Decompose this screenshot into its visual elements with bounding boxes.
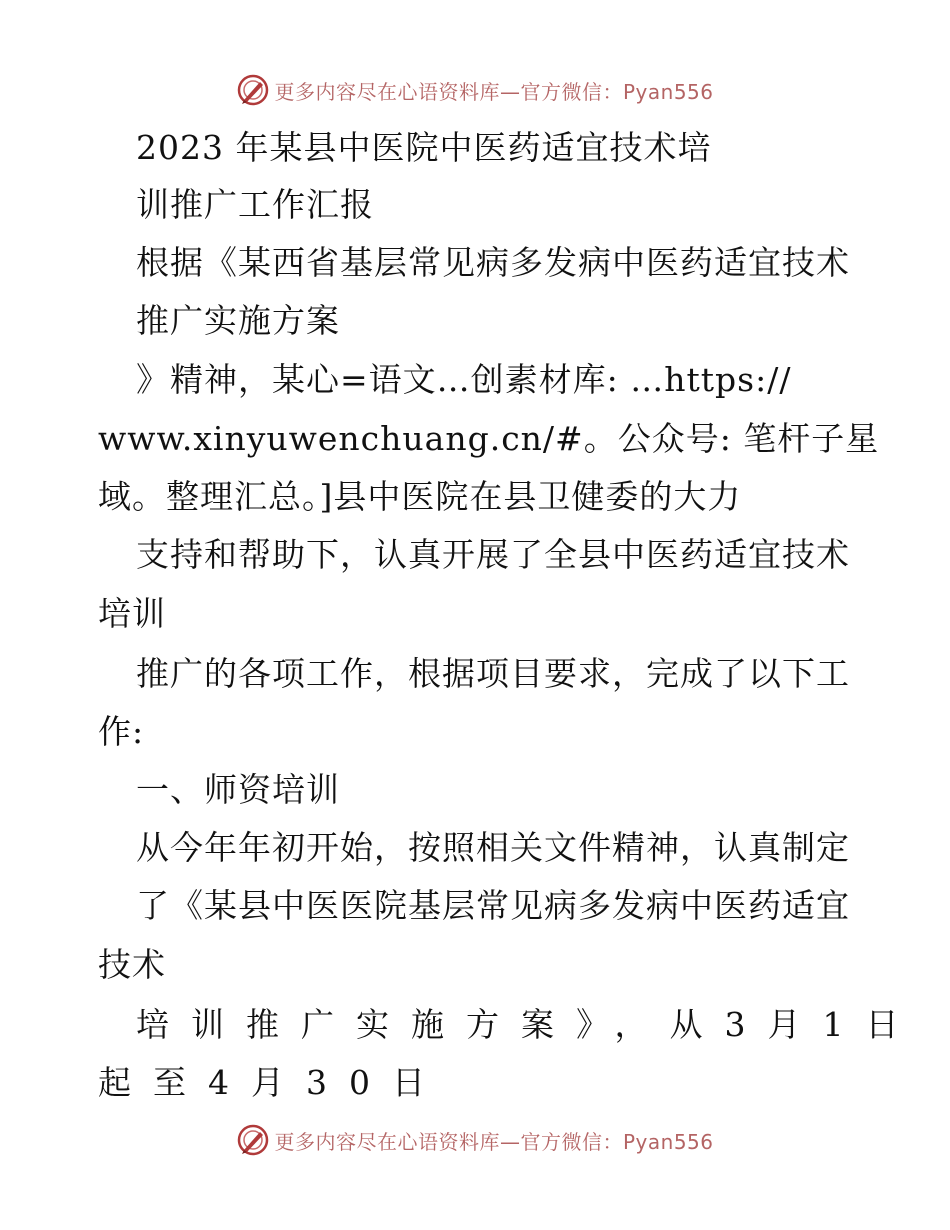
watermark-wechat-id: Pyan556 (622, 79, 714, 104)
footer-watermark (0, 1122, 950, 1158)
doc-line-7: 域。整理汇总。]县中医院在县卫健委的大力 (98, 477, 742, 516)
watermark-text: 更多内容尽在心语资料库—官方微信： (274, 79, 623, 104)
watermark-wechat-id: Pyan556 (622, 1129, 714, 1154)
doc-line-15: 技术 (98, 945, 166, 984)
doc-line-8: 支持和帮助下，认真开展了全县中医药适宜技术 (136, 535, 850, 574)
doc-line-3: 根据《某西省基层常见病多发病中医药适宜技术 (136, 243, 850, 282)
doc-line-16: 培训推广实施方案》，从3月1日 (136, 1005, 921, 1044)
doc-line-13: 从今年年初开始，按照相关文件精神，认真制定 (136, 828, 850, 867)
doc-title-line-1: 2023 年某县中医院中医药适宜技术培 (136, 128, 712, 167)
section-heading: 一、师资培训 (136, 770, 340, 809)
doc-line-11: 作: (98, 712, 145, 751)
doc-line-5: 》精神，某心=语文…创素材库: …https:// (136, 360, 792, 399)
doc-line-9: 培训 (98, 594, 166, 633)
doc-title-line-2: 训推广工作汇报 (136, 185, 374, 224)
doc-line-14: 了《某县中医医院基层常见病多发病中医药适宜 (136, 886, 850, 925)
watermark-text: 更多内容尽在心语资料库—官方微信： (274, 1129, 623, 1154)
pen-logo-icon (236, 1123, 270, 1157)
doc-line-10: 推广的各项工作，根据项目要求，完成了以下工 (136, 654, 850, 693)
doc-line-4: 推广实施方案 (136, 301, 340, 340)
doc-line-6: www.xinyuwenchuang.cn/#。公众号: 笔杆子星 (98, 419, 880, 458)
doc-line-17: 起至4月30日 (98, 1063, 447, 1102)
